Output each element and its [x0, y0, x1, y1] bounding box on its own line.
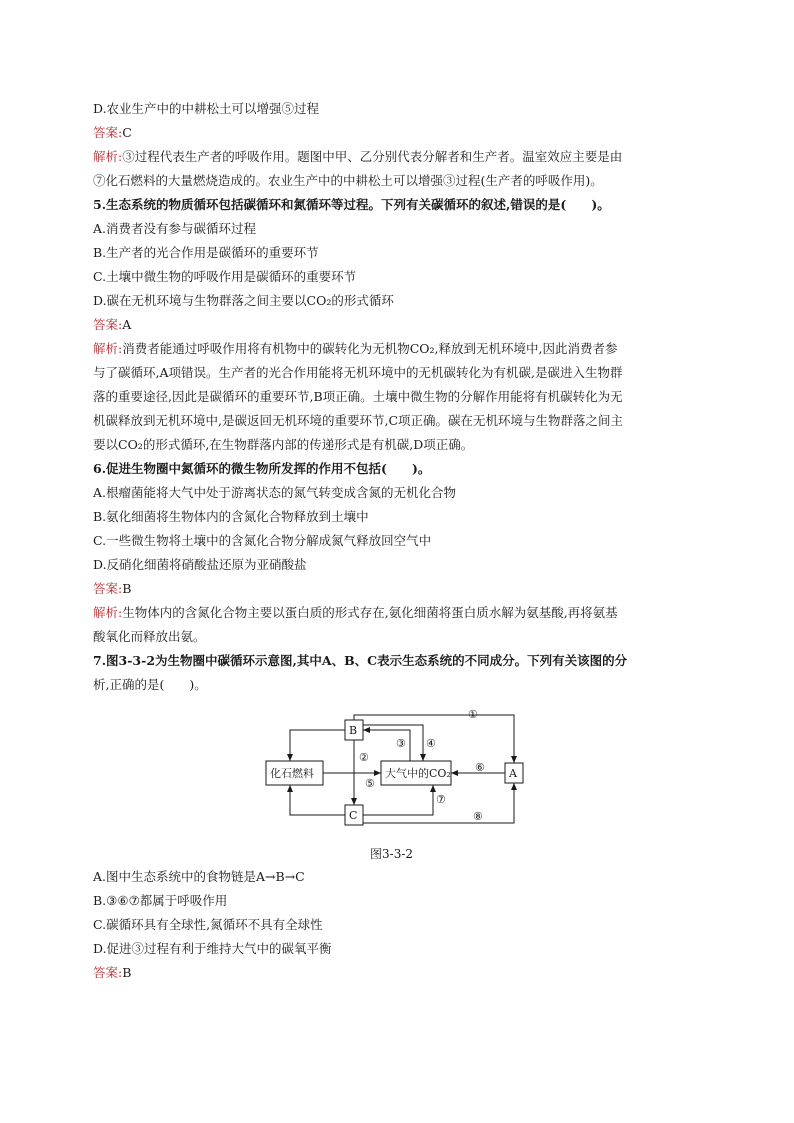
answer-label: 答案:	[93, 317, 123, 332]
analysis-label: 解析:	[93, 341, 123, 356]
label-c: C	[349, 809, 358, 822]
arrow-c-fossil	[290, 785, 345, 815]
q5-option-d: D.碳在无机环境与生物群落之间主要以CO₂的形式循环	[93, 293, 394, 308]
num-2: ②	[359, 751, 369, 764]
q5-analysis-line	[93, 341, 618, 357]
answer-value: A	[122, 317, 132, 332]
q7-option-c: C.碳循环具有全球性,氮循环不具有全球性	[93, 917, 323, 932]
num-5: ⑤	[365, 777, 375, 790]
analysis-text: 生物体内的含氮化合物主要以蛋白质的形式存在,氨化细菌将蛋白质水解为氨基酸,再将氨基	[122, 605, 618, 620]
q6-analysis-line	[93, 605, 618, 621]
label-a: A	[509, 767, 517, 780]
label-b: B	[349, 724, 358, 737]
q5-answer	[93, 317, 131, 333]
label-fossil-fuel: 化石燃料	[270, 767, 314, 780]
q4-answer	[93, 125, 132, 141]
q7-option-b: B.③⑥⑦都属于呼吸作用	[93, 893, 228, 908]
q4-analysis-line	[93, 149, 622, 165]
num-4: ④	[426, 737, 436, 750]
num-6: ⑥	[475, 761, 485, 774]
q5-option-c: C.土壤中微生物的呼吸作用是碳循环的重要环节	[93, 269, 357, 284]
answer-value: B	[122, 581, 132, 596]
num-3: ③	[396, 737, 406, 750]
q5-option-a: A.消费者没有参与碳循环过程	[93, 221, 257, 236]
answer-label: 答案:	[93, 965, 123, 980]
analysis-label: 解析:	[93, 605, 123, 620]
q4-option-d: D.农业生产中的中耕松土可以增强⑤过程	[93, 101, 320, 116]
num-8: ⑧	[473, 810, 483, 823]
q5-analysis-line: 机碳释放到无机环境中,是碳返回无机环境的重要环节,C项正确。碳在无机环境与生物群落之间主	[93, 413, 624, 428]
answer-value: C	[122, 125, 132, 140]
q7-answer	[93, 965, 131, 981]
q7-option-d: D.促进③过程有利于维持大气中的碳氧平衡	[93, 941, 332, 956]
answer-value: B	[122, 965, 132, 980]
q6-analysis-line: 酸氧化而释放出氨。	[93, 629, 206, 644]
q5-option-b: B.生产者的光合作用是碳循环的重要环节	[93, 245, 319, 260]
q5-analysis-line: 要以CO₂的形式循环,在生物群落内部的传递形式是有机碳,D项正确。	[93, 437, 474, 452]
carbon-cycle-diagram	[263, 705, 533, 830]
q7-question: 7.图3-3-2为生物圈中碳循环示意图,其中A、B、C表示生态系统的不同成分。下列有关该图的分	[93, 653, 628, 668]
label-atmosphere-co2: 大气中的CO₂	[385, 767, 451, 780]
figure-caption: 图3-3-2	[370, 847, 414, 861]
answer-label: 答案:	[93, 125, 123, 140]
q5-analysis-line: 落的重要途径,因此是碳循环的重要环节,B项正确。土壤中微生物的分解作用能将有机碳转化为无	[93, 389, 623, 404]
analysis-text: ③过程代表生产者的呼吸作用。题图中甲、乙分别代表分解者和生产者。温室效应主要是由	[122, 149, 623, 164]
num-1: ①	[468, 708, 478, 721]
num-7: ⑦	[436, 793, 446, 806]
analysis-label: 解析:	[93, 149, 123, 164]
q6-option-d: D.反硝化细菌将硝酸盐还原为亚硝酸盐	[93, 557, 307, 572]
q7-option-a: A.图中生态系统中的食物链是A→B→C	[93, 869, 305, 884]
answer-label: 答案:	[93, 581, 123, 596]
q4-analysis-line-2: ⑦化石燃料的大量燃烧造成的。农业生产中的中耕松土可以增强③过程(生产者的呼吸作用)。	[93, 173, 603, 188]
q6-answer	[93, 581, 131, 597]
arrow-b-fossil	[290, 730, 345, 761]
q6-option-b: B.氨化细菌将生物体内的含氮化合物释放到土壤中	[93, 509, 369, 524]
q6-question: 6.促进生物圈中氮循环的微生物所发挥的作用不包括( )。	[93, 461, 431, 476]
q6-option-c: C.一些微生物将土壤中的含氮化合物分解成氮气释放回空气中	[93, 533, 432, 548]
analysis-text: 消费者能通过呼吸作用将有机物中的碳转化为无机物CO₂,释放到无机环境中,因此消费者参	[122, 341, 618, 356]
q6-option-a: A.根瘤菌能将大气中处于游离状态的氮气转变成含氮的无机化合物	[93, 485, 457, 500]
q5-analysis-line: 与了碳循环,A项错误。生产者的光合作用能将无机环境中的无机碳转化为有机碳,是碳进入生物群	[93, 365, 623, 380]
q7-question-line-2: 析,正确的是( )。	[93, 677, 207, 692]
q5-question: 5.生态系统的物质循环包括碳循环和氮循环等过程。下列有关碳循环的叙述,错误的是( )。	[93, 197, 610, 212]
